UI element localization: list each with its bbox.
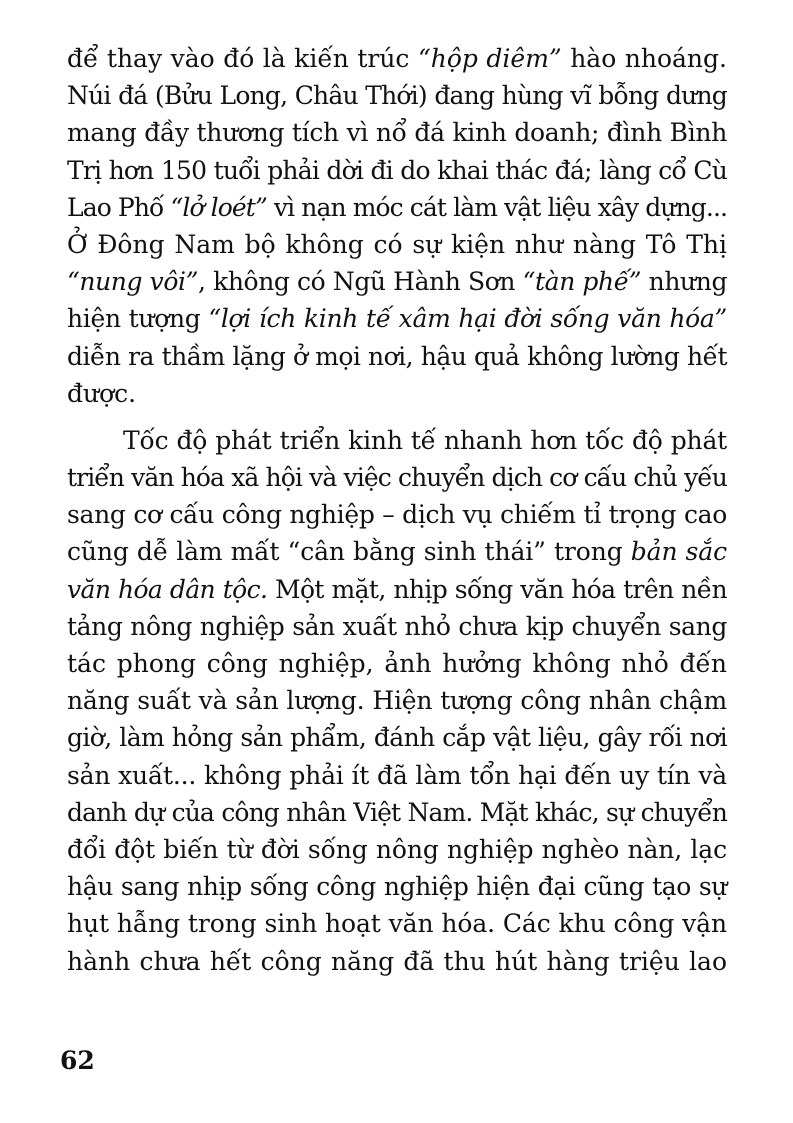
- text-line: [67, 263, 727, 300]
- text-segment: hậu sang nhịp sống công nghiệp hiện đại cũng tạo sự: [67, 872, 727, 902]
- text-segment: danh dự của công nhân Việt Nam. Mặt khác, sự chuyển: [67, 797, 727, 827]
- text-line: [67, 496, 727, 533]
- text-line: [67, 189, 727, 226]
- text-line: [67, 682, 727, 719]
- italic-text: “lở loét”: [170, 192, 267, 222]
- text-segment: hiện tượng: [67, 304, 209, 334]
- text-line: [67, 533, 727, 570]
- text-segment: hành chưa hết công năng đã thu hút hàng triệu lao: [67, 946, 727, 976]
- text-segment: sang cơ cấu công nghiệp – dịch vụ chiếm tỉ trọng cao: [67, 500, 727, 530]
- text-line: [67, 608, 727, 645]
- text-segment: Trị hơn 150 tuổi phải dời đi do khai thác đá; làng cổ Cù: [67, 155, 727, 185]
- text-segment: Ở Đông Nam bộ không có sự kiện như nàng Tô Thị: [67, 229, 727, 259]
- text-segment: mang đầy thương tích vì nổ đá kinh doanh; đình Bình: [67, 118, 727, 148]
- text-line: [67, 868, 727, 905]
- text-segment: , không có Ngũ Hành Sơn: [198, 267, 523, 297]
- text-line: [67, 905, 727, 942]
- text-segment: triển văn hóa xã hội và việc chuyển dịch cơ cấu chủ yếu: [67, 463, 727, 493]
- text-line: [67, 422, 727, 459]
- text-line: [67, 152, 727, 189]
- text-segment: tác phong công nghiệp, ảnh hưởng không nhỏ đến: [67, 649, 727, 678]
- paragraph-1: [67, 40, 727, 412]
- text-segment: sản xuất... không phải ít đã làm tổn hại đến uy tín và: [67, 760, 727, 790]
- text-segment: vì nạn móc cát làm vật liệu xây dựng...: [266, 192, 728, 222]
- text-line: [67, 794, 727, 831]
- text-line: [67, 831, 727, 868]
- text-segment: Lao Phố: [67, 192, 171, 222]
- italic-text: bản sắc: [630, 537, 727, 567]
- text-segment: giờ, làm hỏng sản phẩm, đánh cắp vật liệu, gây rối nơi: [67, 723, 727, 753]
- text-segment: diễn ra thầm lặng ở mọi nơi, hậu quả không lường hết: [67, 341, 727, 371]
- text-line: [67, 375, 727, 412]
- text-segment: năng suất và sản lượng. Hiện tượng công nhân chậm: [67, 686, 727, 716]
- text-segment: cũng dễ làm mất “cân bằng sinh thái” trong: [67, 537, 631, 567]
- text-line: [67, 459, 727, 496]
- page-body: [67, 40, 727, 980]
- text-segment: hụt hẫng trong sinh hoạt văn hóa. Các khu công vận: [67, 909, 727, 939]
- text-line: [67, 719, 727, 756]
- text-segment: Tốc độ phát triển kinh tế nhanh hơn tốc độ phát: [123, 425, 727, 455]
- text-line: [67, 40, 727, 77]
- paragraph-gap: [67, 412, 727, 422]
- text-line: [67, 226, 727, 263]
- paragraph-2: [67, 422, 727, 980]
- text-line: [67, 645, 727, 682]
- text-segment: nhưng: [641, 267, 728, 297]
- italic-text: “lợi ích kinh tế xâm hại đời sống văn hóa”: [208, 304, 728, 334]
- page-number: 62: [60, 1046, 95, 1075]
- text-line: [67, 757, 727, 794]
- text-segment: Một mặt, nhịp sống văn hóa trên nền: [267, 574, 727, 604]
- text-segment: tảng nông nghiệp sản xuất nhỏ chưa kịp chuyển sang: [67, 611, 727, 641]
- text-line: [67, 114, 727, 151]
- text-line: [67, 943, 727, 980]
- text-segment: hào nhoáng.: [561, 44, 727, 73]
- text-line: [67, 77, 727, 114]
- text-line: [67, 571, 727, 608]
- italic-text: “nung vôi”: [67, 267, 198, 297]
- italic-text: văn hóa dân tộc.: [67, 574, 268, 604]
- text-segment: được.: [67, 378, 137, 408]
- text-line: [67, 338, 727, 375]
- italic-text: “hộp diêm”: [417, 44, 562, 73]
- text-line: [67, 300, 727, 337]
- text-segment: để thay vào đó là kiến trúc: [67, 44, 418, 73]
- text-segment: đổi đột biến từ đời sống nông nghiệp nghèo nàn, lạc: [67, 834, 727, 864]
- text-segment: Núi đá (Bửu Long, Châu Thới) đang hùng vĩ bỗng dưng: [67, 81, 727, 111]
- italic-text: “tàn phế”: [522, 267, 642, 297]
